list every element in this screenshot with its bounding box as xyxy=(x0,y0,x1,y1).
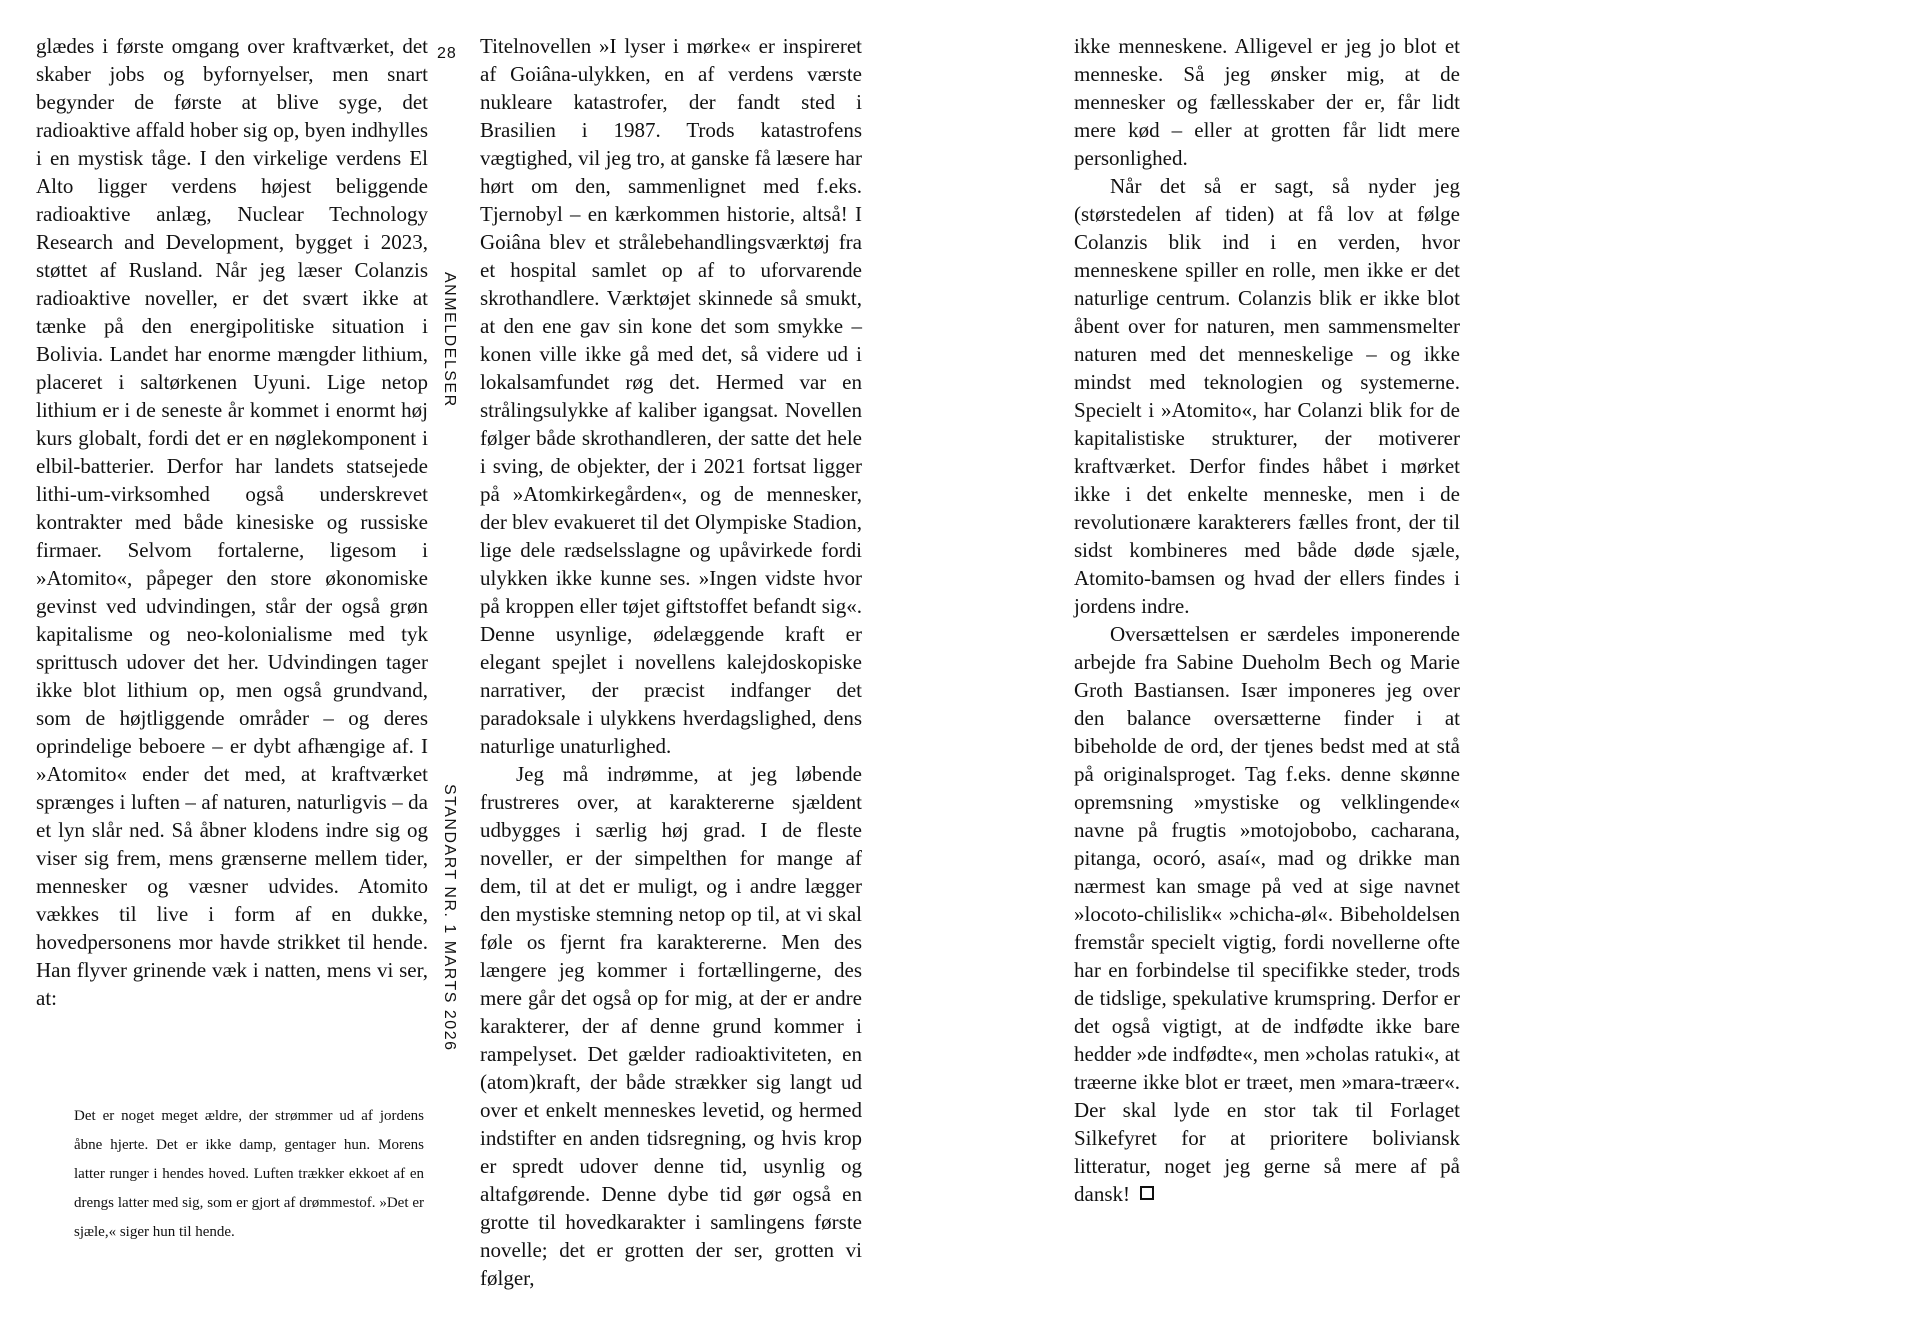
paragraph: glædes i første omgang over kraftværket, det skaber jobs og byfornyelser, men snart begynder de første at blive syge, det radioaktive affald hober sig op, byen indhylles i en mystisk tåge. I den virkelige verdens El Alto ligger verdens højest beliggende radioaktive anlæg, Nuclear Technology Research and Development, bygget i 2023, støttet af Rusland. Når jeg læser Colanzis radioaktive noveller, er det svært ikke at tænke på den energipolitiske situation i Bolivia. Landet har enorme mængder lithium, placeret i saltørkenen Uyuni. Lige netop lithium er i de seneste år kommet i enormt høj kurs globalt, fordi det er en nøglekomponent i elbil-batterier. Derfor har landets statsejede lithi-um-virksomhed også underskrevet kontrakter med både kinesiske og russiske firmaer. Selvom fortalerne, ligesom i »Atomito«, påpeger den store økonomiske gevinst ved udvindingen, står der også grøn kapitalisme og neo-kolonialisme med tyk sprittusch udover det her. Udvindingen tager ikke blot lithium op, men også grundvand, som de højtliggende områder – og deres oprindelige beboere – er dybt afhængige af. I »Atomito« ender det med, at kraftværket sprænges i luften – af naturen, naturligvis – da et lyn slår ned. Så åbner klodens indre sig og viser sig frem, mens grænserne mellem tider, mennesker og væsner udvides. Atomito vækkes til live i form af en dukke, hovedpersonens mor havde strikket til hende. Han flyver grinende væk i natten, mens vi ser, at: xyxy=(36,34,428,1010)
block-quote: Det er noget meget ældre, der strømmer ud af jordens åbne hjerte. Det er ikke damp, gentager hun. Morens latter runger i hendes hoved. Luften trækker ekkoet af en drengs latter med sig, som er gjort af drømmestof. »Det er sjæle,« siger hun til hende. xyxy=(74,1108,424,1240)
article-column-1 xyxy=(36,32,428,1012)
paragraph-text: Oversættelsen er særdeles imponerende arbejde fra Sabine Dueholm Bech og Marie Groth Bastiansen. Især imponeres jeg over den balance oversætterne finder i at bibeholde de ord, der tjenes bedst med at stå på originalsproget. Tag f.eks. denne skønne opremsning »mystiske og velklingende« navne på frugtis »motojobobo, cacharana, pitanga, ocoró, asaí«, mad og drikke man nærmest kan smage på ved at sige navnet »locoto-chilislik« »chicha-øl«. Bibeholdelsen fremstår specielt vigtig, fordi novellerne ofte har en forbindelse til specifikke steder, trods de tidslige, spekulative krumspring. Derfor er det også vigtigt, at de indfødte ikke bare hedder »de indfødte«, men »cholas ratuki«, at træerne ikke blot er træet, men »mara-træer«. Der skal lyde en stor tak til Forlaget Silkefyret for at prioritere boliviansk litteratur, noget jeg gerne så mere af på dansk! xyxy=(1074,622,1460,1206)
article-column-3 xyxy=(1074,32,1460,1208)
paragraph: Titelnovellen »I lyser i mørke« er inspireret af Goiâna-ulykken, en af verdens værste nukleare katastrofer, der fandt sted i Brasilien i 1987. Trods katastrofens vægtighed, vil jeg tro, at ganske få læsere har hørt om den, sammenlignet med f.eks. Tjernobyl – en kærkommen historie, altså! I Goiâna blev et strålebehandlingsværktøj fra et hospital samlet op af to uforvarende skrothandlere. Værktøjet skinnede så smukt, at den ene gav sin kone det som smykke – konen ville ikke gå med det, så videre ud i lokalsamfundet røg det. Hermed var en strålingsulykke af kaliber igangsat. Novellen følger både skrothandleren, der satte det hele i sving, de objekter, der i 2021 fortsat ligger på »Atomkirkegården«, og de mennesker, der blev evakueret til det Olympiske Stadion, lige dele rædselsslagne og upåvirkede fordi ulykken ikke kunne ses. »Ingen vidste hvor på kroppen eller tøjet giftstoffet befandt sig«. Denne usynlige, ødelæggende kraft er elegant spejlet i novellens kalejdoskopiske narrativer, der præcist indfanger det paradoksale i ulykkens hverdagslighed, dens naturlige unaturlighed. xyxy=(480,34,862,758)
end-mark-icon xyxy=(1140,1186,1154,1200)
paragraph: ikke menneskene. Alligevel er jeg jo blot et menneske. Så jeg ønsker mig, at de mennesker og fællesskaber der er, får lidt mere kød – eller at grotten får lidt mere personlighed. xyxy=(1074,34,1460,170)
section-label: ANMELDELSER xyxy=(441,272,458,408)
paragraph-final xyxy=(1074,620,1460,1208)
issue-label: STANDART NR. 1 MARTS 2026 xyxy=(441,784,458,1052)
paragraph: Jeg må indrømme, at jeg løbende frustreres over, at karaktererne sjældent udbygges i særlig høj grad. I de fleste noveller, er der simpelthen for mange af dem, til at det er muligt, og i andre lægger den mystiske stemning netop op til, at vi skal føle os fjernt fra karaktererne. Men des længere jeg kommer i fortællingerne, des mere går det også op for mig, at der er andre karakterer, der af denne grund kommer i rampelyset. Det gælder radioaktiviteten, en (atom)kraft, der både strækker sig langt ud over et enkelt menneskes levetid, og hermed indstifter en anden tidsregning, og hvis krop er spredt udover denne tid, usynlig og altafgørende. Denne dybe tid gør også en grotte til hovedkarakter i samlingens første novelle; det er grotten der ser, grotten vi følger, xyxy=(480,762,862,1290)
paragraph: Når det så er sagt, så nyder jeg (størstedelen af tiden) at få lov at følge Colanzis blik ind i en verden, hvor menneskene spiller en rolle, men ikke er det naturlige centrum. Colanzis blik er ikke blot åbent over for naturen, men sammensmelter naturen med det menneskelige – og ikke mindst med teknologien og systemerne. Specielt i »Atomito«, har Colanzi blik for de kapitalistiske strukturer, der motiverer kraftværket. Derfor findes håbet i mørket ikke i det enkelte menneske, men i de revolutionære karakterers fælles front, der til sidst kombineres med både døde sjæle, Atomito-bamsen og hvad der ellers findes i jordens indre. xyxy=(1074,174,1460,618)
article-column-2 xyxy=(480,32,862,1292)
page-number: 28 xyxy=(437,45,457,62)
